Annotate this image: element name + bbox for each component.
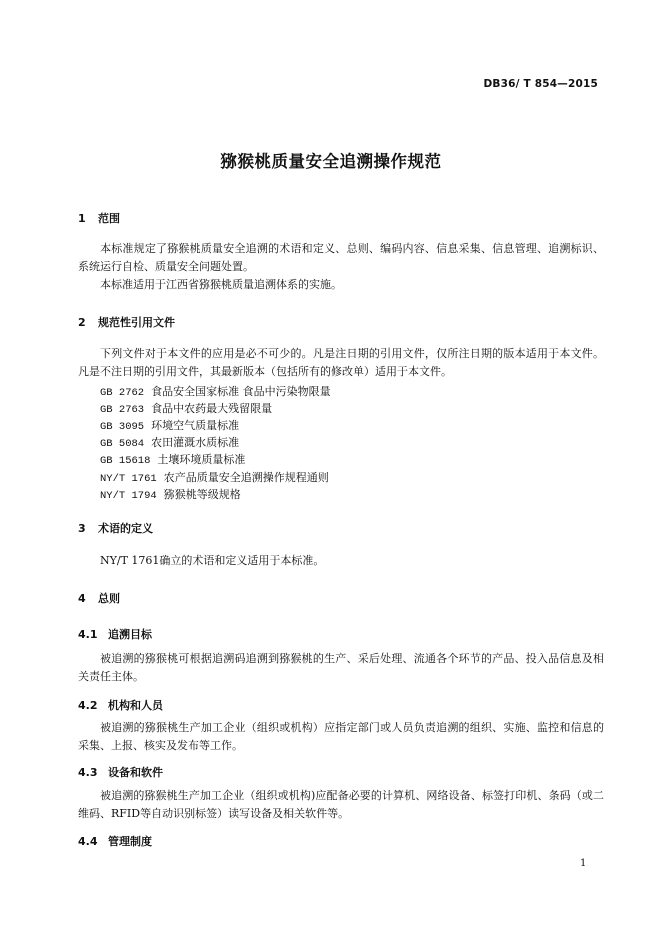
subsection-4-3-heading bbox=[78, 764, 163, 780]
reference-item bbox=[100, 400, 272, 416]
section-number: 4 bbox=[78, 592, 86, 605]
section-3-heading bbox=[78, 520, 153, 536]
section-number: 2 bbox=[78, 316, 86, 329]
section-4-heading bbox=[78, 590, 120, 606]
subsection-4-2-paragraph: 被追溯的猕猴桃生产加工企业（组织或机构）应指定部门或人员负责追溯的组织、实施、监控和信息的采集、上报、核实及发布等工作。 bbox=[78, 721, 604, 752]
section-title: 总则 bbox=[98, 592, 120, 605]
subsection-number: 4.4 bbox=[78, 835, 98, 848]
section-3-paragraph: NY/T 1761确立的术语和定义适用于本标准。 bbox=[100, 554, 325, 567]
reference-code: GB 2762 bbox=[100, 387, 145, 399]
section-title: 术语的定义 bbox=[98, 522, 153, 535]
reference-code: GB 5084 bbox=[100, 438, 145, 450]
section-1-paragraph-1: 本标准规定了猕猴桃质量安全追溯的术语和定义、总则、编码内容、信息采集、信息管理、追溯标识、系统运行自检、质量安全问题处置。 bbox=[78, 242, 604, 273]
reference-code: NY/T 1794 bbox=[100, 490, 157, 502]
subsection-title: 机构和人员 bbox=[108, 699, 163, 712]
reference-code: GB 3095 bbox=[100, 421, 145, 433]
reference-item bbox=[100, 417, 239, 433]
reference-item bbox=[100, 383, 331, 399]
subsection-title: 追溯目标 bbox=[108, 628, 152, 641]
subsection-number: 4.3 bbox=[78, 766, 98, 779]
page-number: 1 bbox=[580, 858, 587, 869]
section-1-paragraph-2: 本标准适用于江西省猕猴桃质量追溯体系的实施。 bbox=[100, 278, 342, 291]
reference-item bbox=[100, 434, 239, 450]
reference-name: 农田灌溉水质标准 bbox=[151, 436, 240, 449]
reference-code: NY/T 1761 bbox=[100, 473, 157, 485]
subsection-4-3-paragraph: 被追溯的猕猴桃生产加工企业（组织或机构)应配备必要的计算机、网络设备、标签打印机、条码（或二维码、RFID等自动识别标签）读写设备及相关软件等。 bbox=[78, 789, 604, 820]
section-number: 1 bbox=[78, 212, 86, 225]
reference-code: GB 2763 bbox=[100, 404, 145, 416]
subsection-number: 4.1 bbox=[78, 628, 98, 641]
reference-name: 食品中农药最大残留限量 bbox=[151, 402, 273, 415]
reference-code: GB 15618 bbox=[100, 455, 151, 467]
reference-name: 土壤环境质量标准 bbox=[157, 453, 246, 466]
section-1-heading bbox=[78, 210, 120, 226]
section-number: 3 bbox=[78, 522, 86, 535]
reference-name: 食品安全国家标准 食品中污染物限量 bbox=[151, 385, 331, 398]
section-title: 规范性引用文件 bbox=[98, 316, 175, 329]
section-2-intro: 下列文件对于本文件的应用是必不可少的。凡是注日期的引用文件，仅所注日期的版本适用于本文件。凡是不注日期的引用文件，其最新版本（包括所有的修改单）适用于本文件。 bbox=[78, 347, 604, 378]
document-title: 猕猴桃质量安全追溯操作规范 bbox=[220, 152, 442, 171]
subsection-number: 4.2 bbox=[78, 699, 98, 712]
standard-number: DB36/ T 854—2015 bbox=[483, 78, 598, 90]
subsection-4-1-paragraph: 被追溯的猕猴桃可根据追溯码追溯到猕猴桃的生产、采后处理、流通各个环节的产品、投入品信息及相关责任主体。 bbox=[78, 652, 604, 683]
subsection-4-1-heading bbox=[78, 626, 152, 642]
reference-name: 环境空气质量标准 bbox=[151, 419, 240, 432]
subsection-4-2-heading bbox=[78, 697, 163, 713]
subsection-4-4-heading bbox=[78, 833, 152, 849]
reference-name: 猕猴桃等级规格 bbox=[163, 488, 241, 501]
subsection-title: 管理制度 bbox=[108, 835, 152, 848]
section-2-heading bbox=[78, 314, 175, 330]
subsection-title: 设备和软件 bbox=[108, 766, 163, 779]
reference-item bbox=[100, 469, 329, 485]
reference-item bbox=[100, 451, 245, 467]
section-title: 范围 bbox=[98, 212, 120, 225]
reference-name: 农产品质量安全追溯操作规程通则 bbox=[163, 471, 329, 484]
reference-item bbox=[100, 486, 241, 502]
